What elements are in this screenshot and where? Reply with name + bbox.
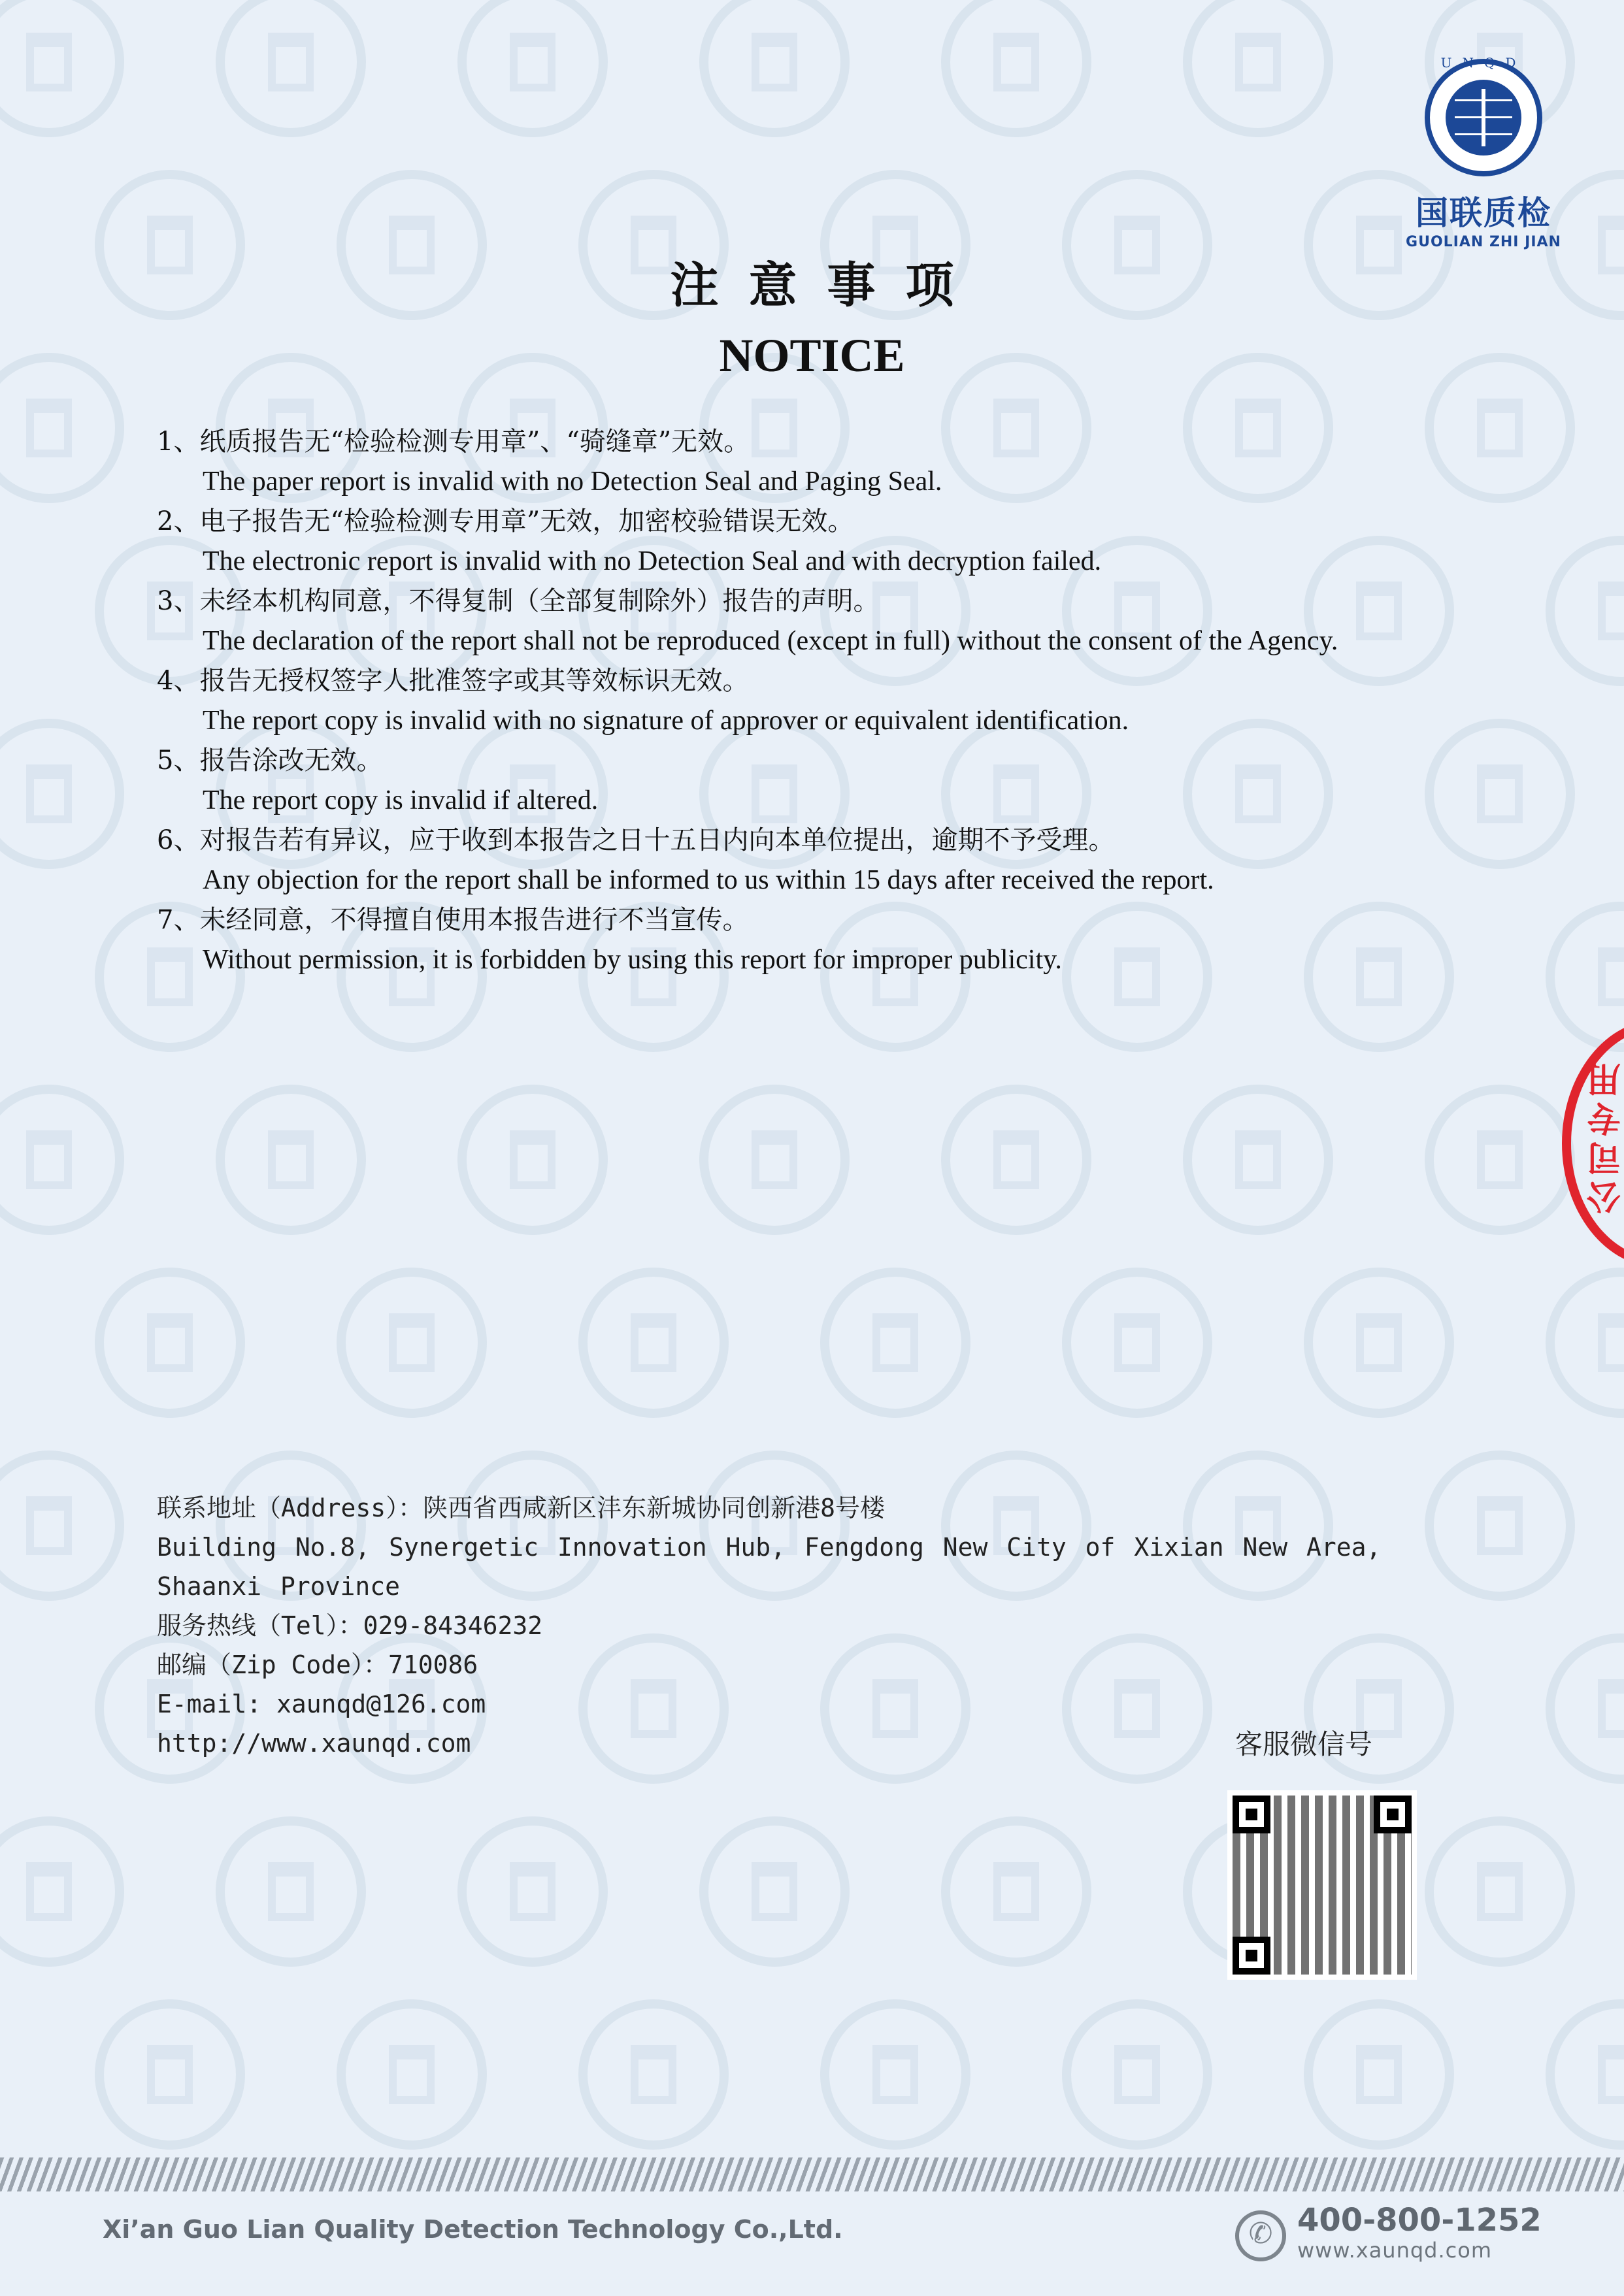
logo-abbreviation: UNQD bbox=[1440, 55, 1527, 71]
contact-info bbox=[157, 1488, 1503, 1763]
wechat-qr-code bbox=[1227, 1790, 1417, 1980]
watermark-tile bbox=[1183, 1085, 1333, 1235]
watermark-tile bbox=[337, 1999, 487, 2150]
notice-item bbox=[157, 581, 1529, 661]
logo-name-cn: 国联质检 bbox=[1416, 194, 1551, 232]
notice-list bbox=[157, 421, 1529, 979]
watermark-tile bbox=[1304, 1999, 1454, 2150]
notice-item bbox=[157, 501, 1529, 581]
footer-stripe-divider bbox=[0, 2157, 1624, 2191]
website-link[interactable]: http://www.xaunqd.com bbox=[157, 1729, 471, 1758]
footer-website[interactable]: www.xaunqd.com bbox=[1297, 2238, 1492, 2263]
watermark-tile bbox=[95, 1268, 245, 1418]
watermark-tile bbox=[1546, 1633, 1624, 1784]
notice-item bbox=[157, 661, 1529, 740]
notice-text-cn: 3、未经本机构同意，不得复制（全部复制除外）报告的声明。 bbox=[157, 586, 880, 616]
footer-company-name: Xi’an Guo Lian Quality Detection Technology Co.,Ltd. bbox=[103, 2215, 843, 2244]
notice-text-cn: 5、报告涂改无效。 bbox=[157, 746, 383, 776]
watermark-tile bbox=[0, 0, 124, 137]
watermark-tile bbox=[578, 1268, 729, 1418]
notice-text-en: The declaration of the report shall not be reproduced (except in full) without the consent of the Agency. bbox=[203, 626, 1338, 656]
notice-text-en: The electronic report is invalid with no Detection Seal and with decryption failed. bbox=[203, 546, 1102, 576]
notice-text-cn: 6、对报告若有异议，应于收到本报告之日十五日内向本单位提出，逾期不予受理。 bbox=[157, 825, 1115, 855]
watermark-tile bbox=[820, 1999, 970, 2150]
watermark-tile bbox=[941, 0, 1091, 137]
watermark-tile bbox=[216, 1816, 366, 1967]
notice-text-cn: 1、纸质报告无“检验检测专用章”、“骑缝章”无效。 bbox=[157, 427, 750, 457]
logo-name-en: GUOLIAN ZHI JIAN bbox=[1406, 234, 1561, 250]
watermark-tile bbox=[0, 719, 124, 869]
watermark-tile bbox=[699, 1085, 850, 1235]
watermark-tile bbox=[578, 1999, 729, 2150]
page-title-cn: 注意事项 bbox=[670, 257, 984, 314]
notice-item bbox=[157, 421, 1529, 501]
watermark-tile bbox=[457, 1085, 608, 1235]
watermark-tile bbox=[699, 1816, 850, 1967]
notice-text-en: The report copy is invalid if altered. bbox=[203, 785, 599, 815]
watermark-tile bbox=[457, 1816, 608, 1967]
watermark-tile bbox=[1425, 1816, 1575, 1967]
notice-item bbox=[157, 820, 1529, 900]
watermark-tile bbox=[0, 1816, 124, 1967]
watermark-tile bbox=[1546, 1268, 1624, 1418]
watermark-tile bbox=[1425, 1085, 1575, 1235]
globe-scale-icon bbox=[1412, 52, 1555, 183]
footer-phone: 400-800-1252 bbox=[1297, 2202, 1542, 2239]
watermark-tile bbox=[1062, 1268, 1212, 1418]
notice-text-cn: 7、未经同意，不得擅自使用本报告进行不当宣传。 bbox=[157, 905, 749, 935]
qr-label: 客服微信号 bbox=[1235, 1728, 1373, 1760]
watermark-tile bbox=[941, 1085, 1091, 1235]
notice-text-cn: 2、电子报告无“检验检测专用章”无效，加密校验错误无效。 bbox=[157, 506, 854, 536]
notice-text-en: Any objection for the report shall be informed to us within 15 days after received the report. bbox=[203, 865, 1214, 895]
watermark-tile bbox=[0, 1085, 124, 1235]
notice-text-en: Without permission, it is forbidden by using this report for improper publicity. bbox=[203, 945, 1062, 975]
watermark-tile bbox=[1546, 536, 1624, 686]
watermark-tile bbox=[941, 1816, 1091, 1967]
watermark-tile bbox=[1304, 1268, 1454, 1418]
phone-icon bbox=[1235, 2210, 1286, 2261]
notice-text-en: The report copy is invalid with no signature of approver or equivalent identification. bbox=[203, 706, 1129, 736]
zip-line: 邮编（Zip Code）：710086 bbox=[157, 1650, 478, 1679]
watermark-tile bbox=[1546, 1999, 1624, 2150]
notice-text-cn: 4、报告无授权签字人批准签字或其等效标识无效。 bbox=[157, 666, 749, 696]
watermark-tile bbox=[699, 0, 850, 137]
company-logo bbox=[1399, 52, 1568, 250]
watermark-tile bbox=[1062, 1999, 1212, 2150]
watermark-tile bbox=[457, 0, 608, 137]
notice-item bbox=[157, 900, 1529, 979]
watermark-tile bbox=[1183, 0, 1333, 137]
watermark-tile bbox=[216, 1085, 366, 1235]
watermark-tile bbox=[216, 0, 366, 137]
watermark-tile bbox=[95, 1999, 245, 2150]
watermark-tile bbox=[337, 1268, 487, 1418]
seal-text: 公司专用 bbox=[1586, 1058, 1621, 1215]
page-title-en: NOTICE bbox=[719, 329, 905, 382]
notice-item bbox=[157, 740, 1529, 820]
email-line: E-mail: xaunqd@126.com bbox=[157, 1690, 486, 1718]
address-en: Building No.8, Synergetic Innovation Hub, Fengdong New City of Xixian New Area, Shaanxi Province bbox=[157, 1533, 1382, 1601]
watermark-tile bbox=[820, 1268, 970, 1418]
watermark-tile bbox=[1546, 902, 1624, 1052]
watermark-tile bbox=[0, 1451, 124, 1601]
notice-text-en: The paper report is invalid with no Detection Seal and Paging Seal. bbox=[203, 467, 942, 497]
address-cn: 联系地址（Address）：陕西省西咸新区沣东新城协同创新港8号楼 bbox=[157, 1494, 886, 1522]
tel-line: 服务热线（Tel）：029-84346232 bbox=[157, 1611, 543, 1640]
